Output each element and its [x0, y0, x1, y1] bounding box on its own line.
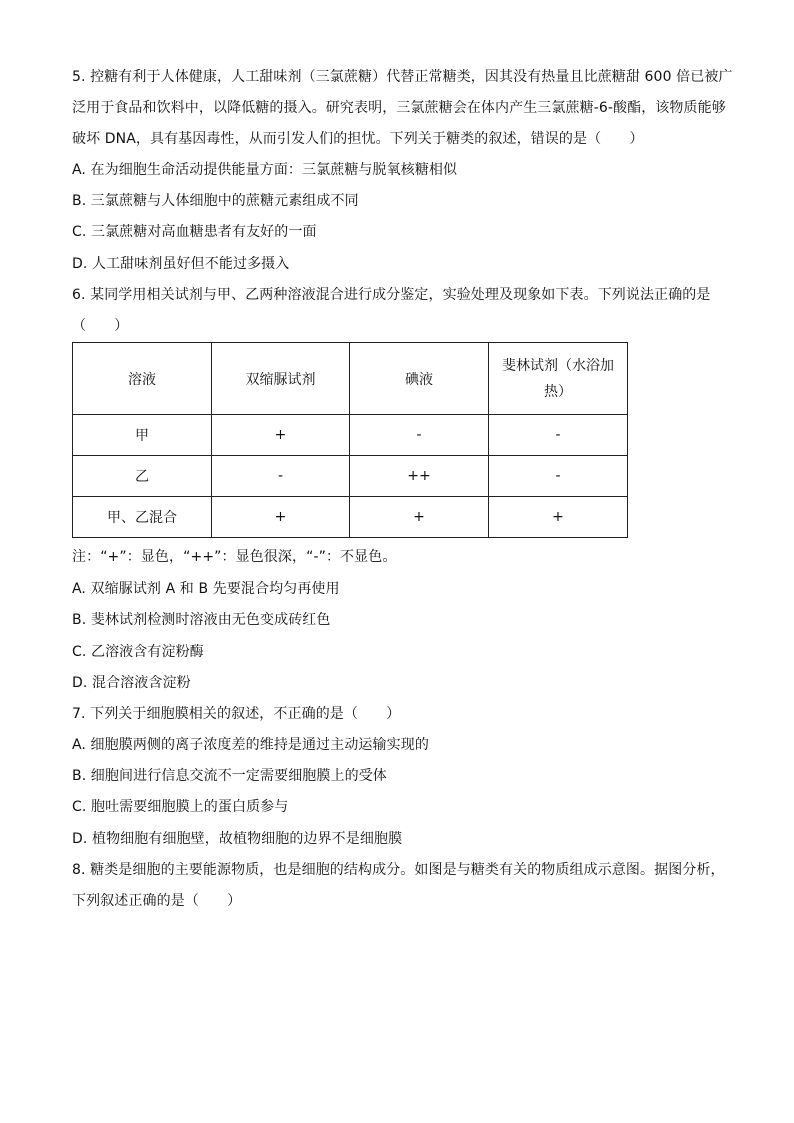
table-cell: + [212, 497, 350, 538]
table-cell: 甲 [73, 415, 212, 456]
q7-option-c: C. 胞吐需要细胞膜上的蛋白质参与 [72, 799, 289, 815]
q5-stem-line-3: 破坏 DNA，具有基因毒性，从而引发人们的担忧。下列关于糖类的叙述，错误的是（ ） [72, 131, 644, 147]
q5-stem-line-1: 5. 控糖有利于人体健康，人工甜味剂（三氯蔗糖）代替正常糖类，因其没有热量且比蔗糖甜 600 倍已被广 [72, 69, 733, 85]
table-cell: - [212, 456, 350, 497]
q6-option-a: A. 双缩脲试剂 A 和 B 先要混合均匀再使用 [72, 581, 340, 597]
q6-stem-line-1: 6. 某同学用相关试剂与甲、乙两种溶液混合进行成分鉴定，实验处理及现象如下表。下列说法正确的是 [72, 287, 711, 303]
q7-option-b: B. 细胞间进行信息交流不一定需要细胞膜上的受体 [72, 768, 387, 784]
table-cell: 甲、乙混合 [73, 497, 212, 538]
q6-option-d: D. 混合溶液含淀粉 [72, 675, 191, 691]
table-cell: + [350, 497, 489, 538]
q5-stem-line-2: 泛用于食品和饮料中，以降低糖的摄入。研究表明，三氯蔗糖会在体内产生三氯蔗糖-6-酸酯，该物质能够 [72, 100, 726, 116]
q6-stem-line-2: （ ） [72, 318, 129, 334]
q8-stem-line-1: 8. 糖类是细胞的主要能源物质，也是细胞的结构成分。如图是与糖类有关的物质组成示意图。据图分析， [72, 862, 725, 878]
q5-option-c: C. 三氯蔗糖对高血糖患者有友好的一面 [72, 224, 317, 240]
table-cell: 乙 [73, 456, 212, 497]
table-header-cell [489, 343, 628, 415]
table-cell: ++ [350, 456, 489, 497]
table-cell: - [350, 415, 489, 456]
table-row [73, 497, 628, 538]
table-header-cell: 溶液 [73, 343, 212, 415]
q6-option-b: B. 斐林试剂检测时溶液由无色变成砖红色 [72, 612, 331, 628]
q5-option-a: A. 在为细胞生命活动提供能量方面：三氯蔗糖与脱氧核糖相似 [72, 162, 458, 178]
table-cell: - [489, 456, 628, 497]
q6-option-c: C. 乙溶液含有淀粉酶 [72, 644, 204, 660]
table-row [73, 456, 628, 497]
table-row [73, 415, 628, 456]
table-header-cell: 双缩脲试剂 [212, 343, 350, 415]
q7-option-d: D. 植物细胞有细胞壁，故植物细胞的边界不是细胞膜 [72, 831, 403, 847]
q7-stem: 7. 下列关于细胞膜相关的叙述，不正确的是（ ） [72, 706, 401, 722]
q7-option-a: A. 细胞膜两侧的离子浓度差的维持是通过主动运输实现的 [72, 737, 429, 753]
table-header-row [73, 343, 628, 415]
table-header-cell: 碘液 [350, 343, 489, 415]
experiment-table [72, 342, 628, 538]
q5-option-d: D. 人工甜味剂虽好但不能过多摄入 [72, 256, 290, 272]
q6-table-note: 注：“+”：显色，“++”：显色很深，“-”：不显色。 [72, 549, 397, 565]
q8-stem-line-2: 下列叙述正确的是（ ） [72, 893, 242, 909]
table-header-cell-text: 斐林试剂（水浴加热） [502, 357, 614, 400]
table-cell: + [489, 497, 628, 538]
table-cell: - [489, 415, 628, 456]
table-cell: + [212, 415, 350, 456]
q5-option-b: B. 三氯蔗糖与人体细胞中的蔗糖元素组成不同 [72, 193, 359, 209]
